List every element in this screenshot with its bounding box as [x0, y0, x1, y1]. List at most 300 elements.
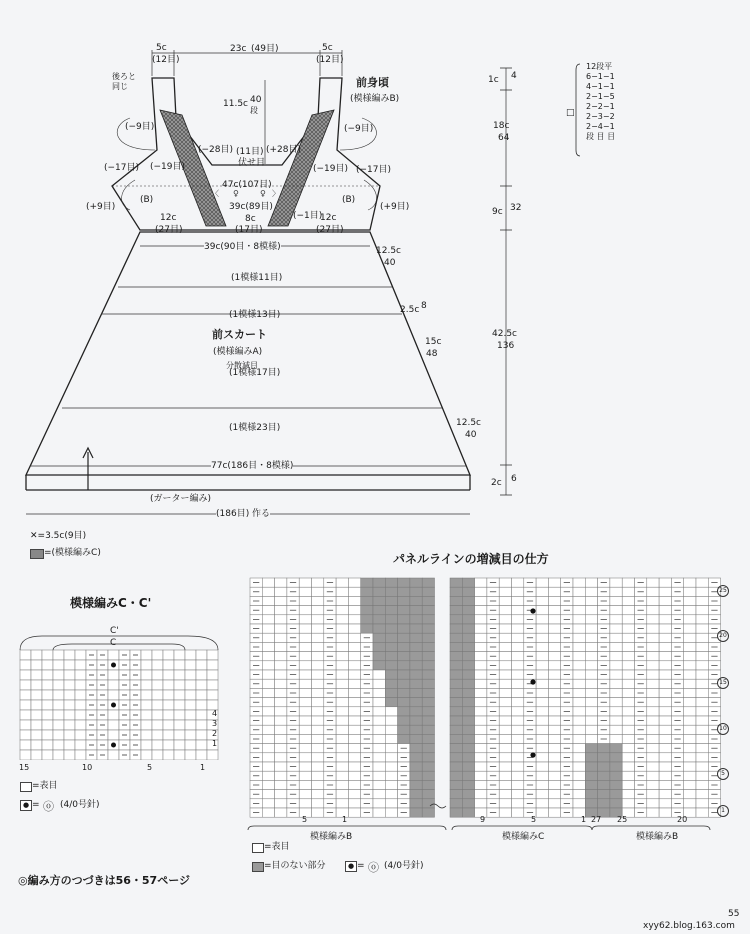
chart-c-cell [141, 740, 152, 750]
chart-c-cell [31, 670, 42, 680]
panel-cell [536, 578, 548, 587]
chart-c-cell [152, 750, 163, 760]
panel-cell [573, 725, 585, 734]
panel-cell [336, 762, 348, 771]
panel-cell [361, 596, 373, 605]
bobble-mark [111, 743, 116, 748]
chart-c-cell [163, 700, 174, 710]
panel-cell [585, 780, 597, 789]
panel-cell [548, 670, 560, 679]
panel-cell [696, 790, 708, 799]
panel-cell [312, 633, 324, 642]
chart-c-cell [185, 660, 196, 670]
panel-cell [610, 799, 622, 808]
panel-cell [536, 707, 548, 716]
panel-cell [548, 799, 560, 808]
panel-cell [659, 698, 671, 707]
panel-cell [422, 790, 434, 799]
panel-cell [385, 771, 397, 780]
panel-cell [610, 615, 622, 624]
panel-cell [684, 652, 696, 661]
chart-c-cell [152, 660, 163, 670]
panel-cell [610, 698, 622, 707]
panel-cell [373, 661, 385, 670]
panel-cell [684, 587, 696, 596]
panel-cell [422, 762, 434, 771]
panel-cell [336, 615, 348, 624]
chart-c-cell [31, 660, 42, 670]
panel-cell [536, 688, 548, 697]
panel-cell [262, 734, 274, 743]
panel-cell [385, 578, 397, 587]
panel-cell [385, 642, 397, 651]
rows-42-5c: 42.5c [492, 329, 517, 339]
panel-cell [462, 688, 474, 697]
panel-cell [610, 734, 622, 743]
fuseme: 伏せ目 [238, 158, 266, 168]
panel-cell [610, 587, 622, 596]
pattern-c-swatch [30, 549, 44, 559]
panel-cell [573, 633, 585, 642]
panel-cell [385, 652, 397, 661]
chart-c-cell [31, 680, 42, 690]
panel-cell [475, 725, 487, 734]
panel-cell [598, 762, 610, 771]
panel-cell [684, 790, 696, 799]
top-width-stitches: (49目) [251, 44, 279, 54]
panel-cell [499, 790, 511, 799]
panel-cell [462, 698, 474, 707]
chart-c-col-5: 5 [147, 763, 153, 772]
panel-cell [475, 753, 487, 762]
panel-cell [475, 596, 487, 605]
panel-cell [336, 716, 348, 725]
chart-c-cell [185, 750, 196, 760]
chart-c-key-bobble: = [32, 800, 40, 810]
panel-cell [512, 624, 524, 633]
panel-cell [622, 688, 634, 697]
panel-cell [336, 633, 348, 642]
panel-cell [598, 753, 610, 762]
panel-cell [585, 615, 597, 624]
panel-cell [299, 642, 311, 651]
panel-cell [622, 707, 634, 716]
panel-cell [398, 679, 410, 688]
panel-cell [499, 762, 511, 771]
panel-cell [696, 661, 708, 670]
panel-cell [299, 744, 311, 753]
panel-cell [299, 661, 311, 670]
panel-cell [410, 596, 422, 605]
panel-cell [275, 633, 287, 642]
panel-cell [410, 725, 422, 734]
panel-cell [262, 698, 274, 707]
panel-cell [585, 578, 597, 587]
chart-c-cell [207, 670, 218, 680]
panel-cell [684, 716, 696, 725]
panel-cell [536, 799, 548, 808]
panel-cell [684, 762, 696, 771]
panel-cell [262, 762, 274, 771]
panel-cell [499, 716, 511, 725]
panel-cell [598, 799, 610, 808]
chart-c-cell [207, 650, 218, 660]
panel-cell [610, 624, 622, 633]
panel-cell [410, 744, 422, 753]
continuation-note: ◎編み方のつづきは56・57ページ [18, 874, 190, 887]
rows-12-5c-n: 40 [384, 258, 396, 268]
panel-cell [410, 578, 422, 587]
chart-c-cell [20, 690, 31, 700]
chart-c-cell [163, 680, 174, 690]
panel-cell [422, 799, 434, 808]
panel-cell [398, 633, 410, 642]
panel-cell [475, 734, 487, 743]
panel-cell [348, 624, 360, 633]
panel-cell [684, 771, 696, 780]
panel-cell [548, 734, 560, 743]
panel-cell [398, 707, 410, 716]
panel-cell [512, 587, 524, 596]
rows-15c: 15c [425, 337, 442, 347]
chart-c-cell [196, 650, 207, 660]
panel-cell [573, 642, 585, 651]
panel-cell [548, 808, 560, 817]
panel-cell [647, 734, 659, 743]
chart-c-cell [64, 700, 75, 710]
panel-cell [262, 661, 274, 670]
panel-cell [422, 725, 434, 734]
panel-cell [659, 808, 671, 817]
panel-cell [348, 587, 360, 596]
c-prime-bracket [20, 636, 218, 650]
panel-cell [275, 799, 287, 808]
panel-cell [696, 679, 708, 688]
panel-cell [696, 707, 708, 716]
panel-cell [398, 615, 410, 624]
panel-cell [696, 633, 708, 642]
panel-cell [573, 652, 585, 661]
chart-c-cell [20, 740, 31, 750]
panel-cell [684, 596, 696, 605]
chart-c-cell [163, 730, 174, 740]
panel-cell [410, 661, 422, 670]
panel-cell [499, 771, 511, 780]
panel-cell [336, 670, 348, 679]
panel-cell [610, 762, 622, 771]
panel-cell [684, 688, 696, 697]
panel-cell [610, 744, 622, 753]
panel-cell [499, 799, 511, 808]
panel-cell [299, 725, 311, 734]
panel-cell [585, 707, 597, 716]
panel-cell [275, 578, 287, 587]
chart-c-cell [75, 680, 86, 690]
panel-cell [610, 790, 622, 799]
panel-cell [385, 780, 397, 789]
garter-label: (ガーター編み) [150, 494, 212, 504]
panel-cell [647, 707, 659, 716]
chart-c-cell [196, 700, 207, 710]
chart-c-cell [64, 750, 75, 760]
panel-cell [450, 707, 462, 716]
panel-cell [585, 670, 597, 679]
neck-rows: 40 [250, 95, 262, 105]
panel-cell [336, 753, 348, 762]
panel-cell [585, 642, 597, 651]
panel-cell [262, 670, 274, 679]
panel-cell [299, 790, 311, 799]
panel-cell [385, 790, 397, 799]
chart-c-cell [152, 730, 163, 740]
chart-c-cell [174, 720, 185, 730]
panel-cell [422, 615, 434, 624]
rule-line: 6−1−1 [586, 72, 615, 81]
panel-cell [536, 716, 548, 725]
panel-cell [373, 633, 385, 642]
panel-cell [462, 744, 474, 753]
rows-18c: 18c [493, 121, 510, 131]
panel-cell [548, 624, 560, 633]
panel-cell [622, 725, 634, 734]
shoulder-left-stitches: (12目) [152, 55, 180, 65]
panel-cell [659, 688, 671, 697]
chart-c-cell [174, 710, 185, 720]
panel-cell [450, 753, 462, 762]
chart-c-cell [53, 730, 64, 740]
chart-c-col-15: 15 [19, 763, 30, 772]
panel-cell [622, 698, 634, 707]
panel-cell [512, 670, 524, 679]
rule-line: 2−3−2 [586, 112, 615, 121]
panel-cell [348, 725, 360, 734]
chart-c-cell [31, 720, 42, 730]
side-left-stitches: (27目) [155, 225, 183, 235]
panel-cell [275, 734, 287, 743]
chart-c-key-knit: =表目 [32, 781, 58, 791]
panel-cell [422, 652, 434, 661]
plus9-right: (+9目) [380, 202, 410, 212]
c-bracket [53, 644, 185, 650]
panel-cell [573, 753, 585, 762]
panel-cell [422, 670, 434, 679]
panel-cell [659, 670, 671, 679]
skirt-title: 前スカート [212, 328, 267, 341]
panel-cell [475, 771, 487, 780]
chart-c-cell [53, 740, 64, 750]
panel-cell [647, 679, 659, 688]
chart-c-cell [185, 680, 196, 690]
panel-cell [475, 615, 487, 624]
panel-cell [450, 615, 462, 624]
panel-cell [348, 780, 360, 789]
panel-cell [299, 716, 311, 725]
panel-cell [499, 698, 511, 707]
panel-cell [659, 624, 671, 633]
panel-cell [450, 587, 462, 596]
chart-c-cell [75, 730, 86, 740]
chart-c-cell [53, 680, 64, 690]
panel-cell [475, 688, 487, 697]
panel-cell [462, 780, 474, 789]
panel-cell [512, 808, 524, 817]
side-right-stitches: (27目) [316, 225, 344, 235]
panel-cell [299, 587, 311, 596]
panel-cell [548, 578, 560, 587]
panel-cell [336, 780, 348, 789]
panel-center-stitches: (17目) [235, 225, 263, 235]
panel-cell [585, 716, 597, 725]
chart-c-row-2: 2 [212, 729, 218, 738]
chart-c-row-4: 4 [212, 709, 218, 718]
panel-cell [450, 624, 462, 633]
rule-line: 2−1−5 [586, 92, 615, 101]
chart-c-cell [31, 730, 42, 740]
panel-cell [512, 615, 524, 624]
panel-cell [262, 652, 274, 661]
panel-cell [585, 725, 597, 734]
panel-cell [622, 771, 634, 780]
chart-c-cell [174, 700, 185, 710]
panel-cell [373, 642, 385, 651]
panel-cell [696, 606, 708, 615]
panel-cell [610, 679, 622, 688]
panel-cell [659, 744, 671, 753]
chart-c-cell [108, 680, 119, 690]
panel-cell [422, 780, 434, 789]
panel-cell [610, 633, 622, 642]
pattern-c-legend: =(模様編みC) [44, 548, 101, 558]
panel-cell [398, 734, 410, 743]
chart-c-cell [108, 730, 119, 740]
panel-cell [361, 606, 373, 615]
panel-cell [398, 606, 410, 615]
panel-cell [696, 753, 708, 762]
panel-cell [647, 596, 659, 605]
chart-c-cell [196, 670, 207, 680]
panel-cell [475, 716, 487, 725]
chart-c-row-3: 3 [212, 719, 218, 728]
panel-cell [312, 698, 324, 707]
chart-c-cell [152, 670, 163, 680]
panel-cell [536, 790, 548, 799]
panel-cell [336, 725, 348, 734]
panel-label-c: 模様編みC [502, 832, 545, 842]
chart-c-col-10: 10 [82, 763, 93, 772]
panel-cell [262, 744, 274, 753]
panel-cell [422, 698, 434, 707]
panel-cell [499, 661, 511, 670]
panel-cell [385, 633, 397, 642]
panel-cell [512, 661, 524, 670]
panel-cell [299, 670, 311, 679]
panel-cell [548, 587, 560, 596]
panel-cell [475, 780, 487, 789]
panel-cell [499, 587, 511, 596]
chart-c-cell [185, 720, 196, 730]
panel-cell [262, 707, 274, 716]
chart-c-cell [141, 700, 152, 710]
panel-cell [536, 679, 548, 688]
panel-cell [499, 596, 511, 605]
panel-cell [622, 633, 634, 642]
back-same-label: 後ろと 同じ [112, 72, 136, 91]
panel-cell [398, 596, 410, 605]
panel-cell [512, 716, 524, 725]
chart-c-cell [64, 720, 75, 730]
panel-cell [348, 762, 360, 771]
panel-cell [622, 744, 634, 753]
neck-rows-unit: 段 [250, 106, 258, 115]
chart-c-needle: (4/0号針) [60, 800, 100, 810]
panel-cell [385, 753, 397, 762]
panel-cell [312, 688, 324, 697]
panel-cell [348, 670, 360, 679]
panel-cell [336, 679, 348, 688]
panel-cell [422, 596, 434, 605]
panel-cell [462, 790, 474, 799]
panel-cell [512, 790, 524, 799]
panel-cell [373, 587, 385, 596]
chart-c-cell [152, 740, 163, 750]
panel-cell [275, 790, 287, 799]
panel-cell [262, 596, 274, 605]
panel-cell [512, 633, 524, 642]
panel-cell [536, 734, 548, 743]
panel-cell [598, 744, 610, 753]
panel-cell [684, 642, 696, 651]
panel-cell [512, 679, 524, 688]
chart-c-cell [185, 740, 196, 750]
panel-cell [536, 698, 548, 707]
panel-cell [422, 578, 434, 587]
panel-col-1b: 1 [581, 815, 587, 824]
panel-cell [684, 578, 696, 587]
panel-cell [512, 799, 524, 808]
panel-cell [410, 642, 422, 651]
chart-c-cell [42, 700, 53, 710]
panel-cell [450, 725, 462, 734]
panel-bobble-key-icon: ● [345, 861, 357, 872]
panel-cell [696, 716, 708, 725]
rows-2c: 2c [491, 478, 502, 488]
panel-cell [410, 716, 422, 725]
panel-cell [410, 762, 422, 771]
marker-b-right: (B) [342, 195, 356, 205]
bobble-mark [111, 663, 116, 668]
panel-cell [696, 725, 708, 734]
panel-cell [647, 808, 659, 817]
panel-cell [336, 596, 348, 605]
chart-c-cell [64, 730, 75, 740]
panel-cell [573, 624, 585, 633]
chart-c-cell [42, 740, 53, 750]
panel-cell [659, 606, 671, 615]
panel-cell [610, 661, 622, 670]
panel-cell [475, 670, 487, 679]
panel-cell [610, 780, 622, 789]
panel-cell [462, 596, 474, 605]
panel-cell [410, 615, 422, 624]
panel-cell [450, 652, 462, 661]
panel-cell [475, 633, 487, 642]
rows-9c-n: 32 [510, 203, 522, 213]
panel-cell [536, 670, 548, 679]
chart-c-cell [75, 650, 86, 660]
panel-key-knit: =表目 [264, 842, 290, 852]
panel-cell [659, 633, 671, 642]
panel-cell [275, 587, 287, 596]
